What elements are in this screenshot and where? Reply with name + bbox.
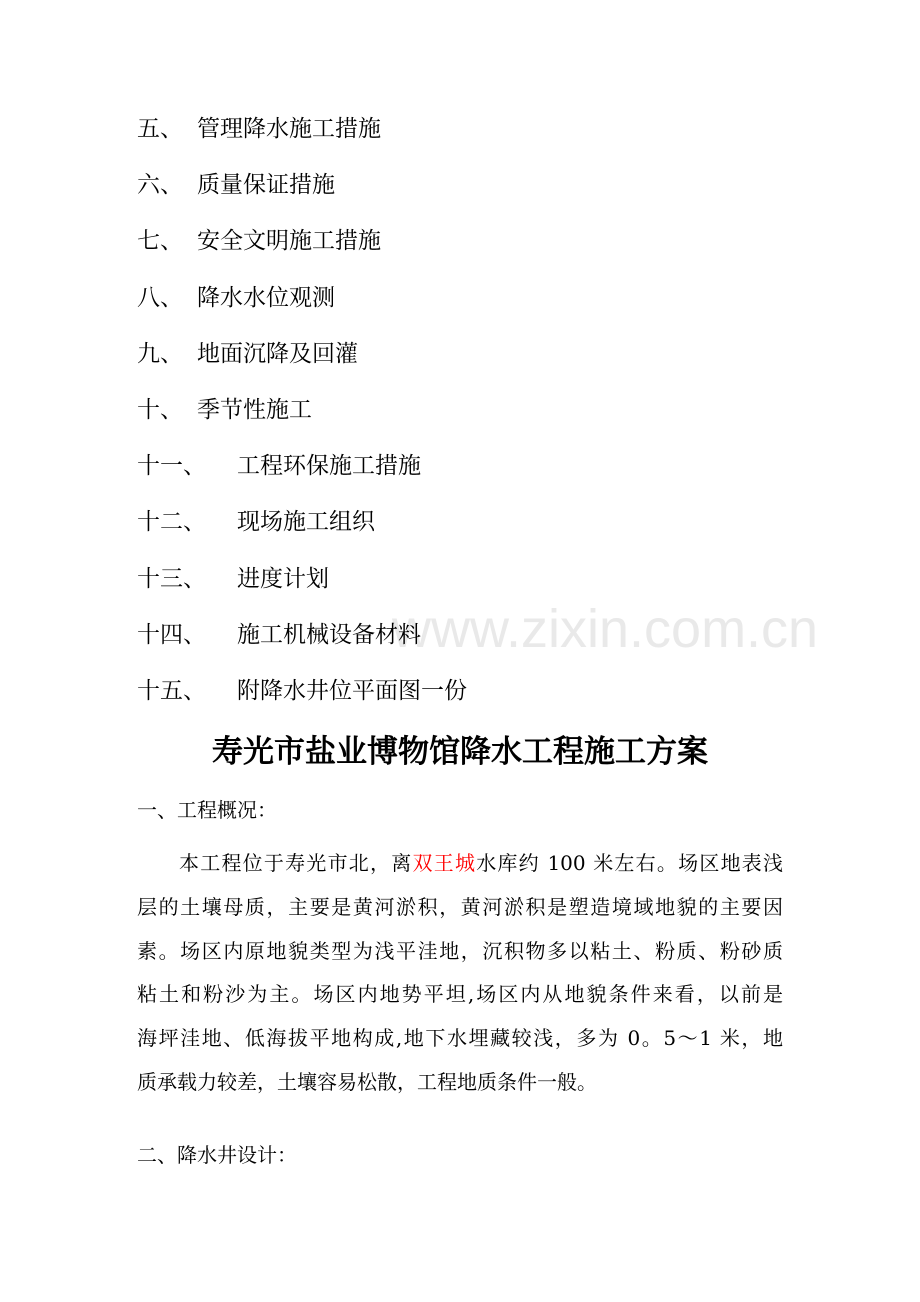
toc-text: 附降水井位平面图一份	[237, 677, 467, 704]
document-title: 寿光市盐业博物馆降水工程施工方案	[212, 734, 708, 770]
toc-number: 十二、	[137, 509, 206, 536]
watermark: www.zixin.com.cn	[392, 599, 819, 659]
text-segment: 本工程位于寿光市北，离	[179, 851, 413, 875]
toc-item	[137, 108, 837, 164]
toc-number: 十五、	[137, 677, 206, 704]
toc-number: 五、	[137, 116, 183, 142]
toc-item	[137, 389, 837, 445]
table-of-contents	[137, 108, 837, 726]
toc-item	[137, 220, 837, 276]
toc-text: 质量保证措施	[197, 172, 335, 199]
section-heading: 一、工程概况：	[137, 798, 277, 822]
toc-text: 安全文明施工措施	[197, 228, 381, 255]
toc-text: 进度计划	[237, 565, 329, 592]
section-heading: 二、降水井设计：	[137, 1143, 297, 1167]
paragraph-line: 层的土壤母质，主要是黄河淤积，黄河淤积是塑造境域地貌的主要因	[137, 894, 783, 919]
toc-number: 十四、	[137, 621, 206, 648]
toc-text: 工程环保施工措施	[237, 453, 421, 480]
text-segment: 水库约 100 米左右。场区地表浅	[476, 851, 784, 875]
toc-item	[137, 445, 837, 501]
toc-number: 七、	[137, 228, 183, 255]
toc-number: 十一、	[137, 453, 206, 480]
overview-paragraph	[137, 842, 783, 1105]
highlighted-text: 双王城	[412, 851, 477, 875]
toc-number: 十、	[137, 396, 183, 423]
toc-text: 地面沉降及回灌	[197, 340, 358, 367]
toc-number: 十三、	[137, 565, 206, 592]
toc-text: 施工机械设备材料	[237, 621, 421, 648]
toc-text: 降水水位观测	[197, 284, 335, 311]
toc-text: 现场施工组织	[237, 509, 375, 536]
toc-item	[137, 164, 837, 220]
paragraph-line	[137, 842, 783, 886]
paragraph-line: 粘土和粉沙为主。场区内地势平坦,场区内从地貌条件来看，以前是	[137, 982, 783, 1007]
paragraph-line: 素。场区内原地貌类型为浅平洼地，沉积物多以粘土、粉质、粉砂质	[137, 938, 783, 963]
toc-item	[137, 558, 837, 614]
toc-item	[137, 614, 837, 670]
paragraph-line: 海坪洼地、低海拔平地构成,地下水埋藏较浅，多为 0。5～1 米，地	[137, 1026, 783, 1051]
toc-item	[137, 670, 837, 726]
toc-text: 管理降水施工措施	[197, 116, 381, 142]
toc-item	[137, 277, 837, 333]
toc-text: 季节性施工	[197, 396, 312, 423]
toc-number: 六、	[137, 172, 183, 199]
toc-item	[137, 333, 837, 389]
toc-number: 八、	[137, 284, 183, 311]
toc-item	[137, 501, 837, 557]
paragraph-line: 质承载力较差，土壤容易松散，工程地质条件一般。	[137, 1069, 597, 1094]
toc-number: 九、	[137, 340, 183, 367]
